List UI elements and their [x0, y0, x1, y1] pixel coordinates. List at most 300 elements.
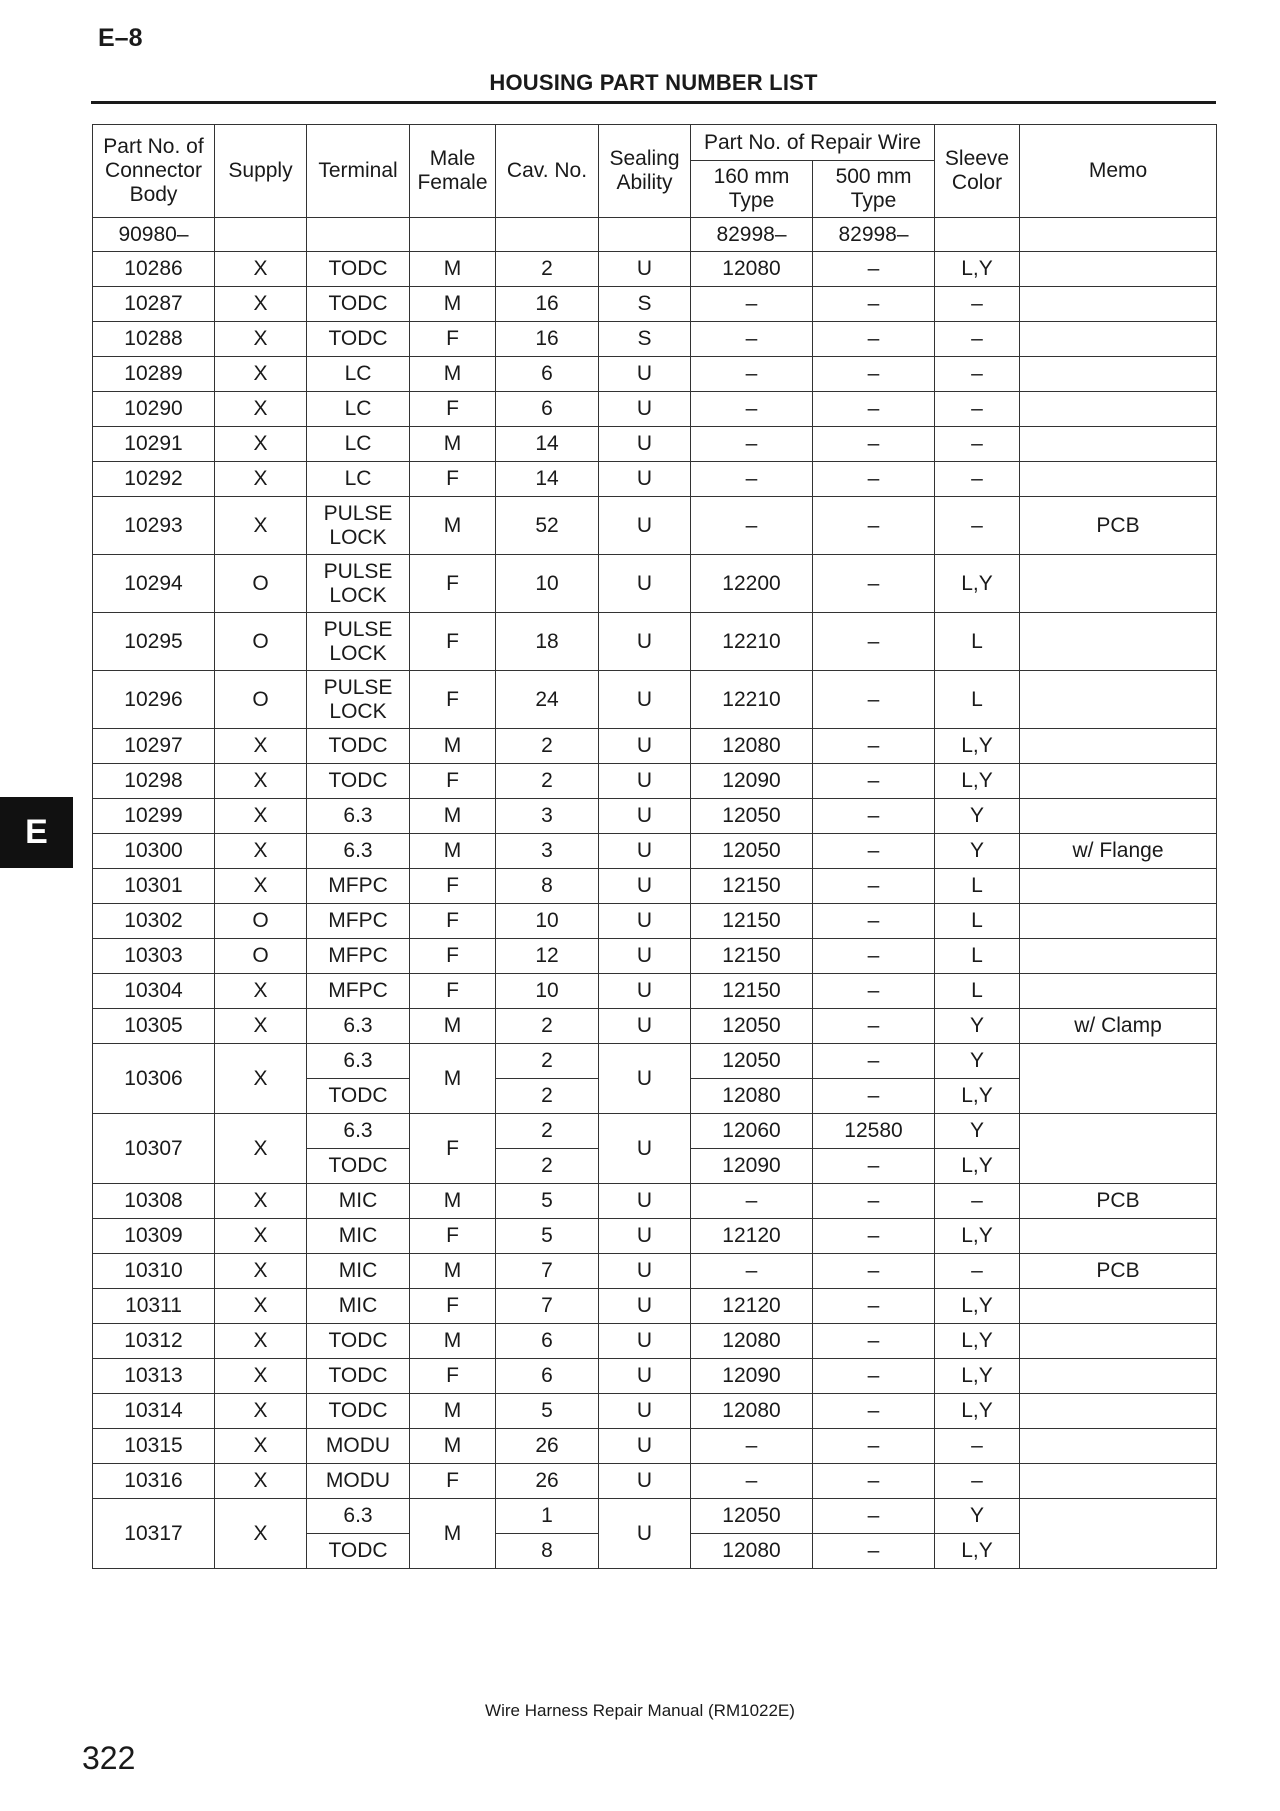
- sealing-cell: U: [599, 1464, 691, 1499]
- supply-cell: X: [215, 1394, 307, 1429]
- sealing-cell: U: [599, 1254, 691, 1289]
- sleeve-cell: –: [935, 427, 1020, 462]
- supply-cell: X: [215, 1009, 307, 1044]
- terminal-cell: MIC: [307, 1254, 410, 1289]
- male-female-cell: F: [410, 322, 496, 357]
- wire-500-cell: –: [813, 427, 935, 462]
- wire-500-cell: –: [813, 1464, 935, 1499]
- part-number: 10288: [93, 322, 215, 357]
- supply-cell: X: [215, 322, 307, 357]
- sleeve-cell: Y: [935, 1044, 1020, 1079]
- supply-cell: X: [215, 357, 307, 392]
- table-row: [93, 287, 1217, 322]
- cav-cell: 5: [496, 1219, 599, 1254]
- table-row: [93, 462, 1217, 497]
- cav-cell: 2: [496, 764, 599, 799]
- supply-cell: X: [215, 1289, 307, 1324]
- part-number: 10304: [93, 974, 215, 1009]
- wire-160-cell: 12120: [691, 1219, 813, 1254]
- table-row: [93, 555, 1217, 613]
- empty-cell: [599, 218, 691, 252]
- table-row: [93, 1289, 1217, 1324]
- table-row: [93, 1219, 1217, 1254]
- memo-cell: [1020, 671, 1217, 729]
- memo-cell: [1020, 1044, 1217, 1114]
- memo-cell: [1020, 555, 1217, 613]
- cav-cell: 16: [496, 287, 599, 322]
- table-row: [93, 1429, 1217, 1464]
- table-row: [93, 1464, 1217, 1499]
- prefix-type_160: 82998–: [691, 218, 813, 252]
- wire-500-cell: –: [813, 1079, 935, 1114]
- terminal-cell: 6.3: [307, 834, 410, 869]
- wire-500-cell: –: [813, 357, 935, 392]
- wire-500-cell: –: [813, 252, 935, 287]
- sleeve-cell: –: [935, 1254, 1020, 1289]
- male-female-cell: F: [410, 1359, 496, 1394]
- table-row: [93, 252, 1217, 287]
- page-number: 322: [82, 1740, 136, 1776]
- sleeve-cell: Y: [935, 1499, 1020, 1534]
- supply-cell: X: [215, 462, 307, 497]
- memo-cell: [1020, 1289, 1217, 1324]
- col-part-no: Part No. of Connector Body: [93, 125, 215, 218]
- cav-cell: 2: [496, 1009, 599, 1044]
- wire-500-cell: –: [813, 1184, 935, 1219]
- supply-cell: X: [215, 1324, 307, 1359]
- memo-cell: [1020, 799, 1217, 834]
- male-female-cell: F: [410, 1114, 496, 1184]
- supply-cell: X: [215, 427, 307, 462]
- part-number: 10297: [93, 729, 215, 764]
- sleeve-cell: Y: [935, 1114, 1020, 1149]
- sleeve-cell: L,Y: [935, 1219, 1020, 1254]
- part-number: 10286: [93, 252, 215, 287]
- wire-160-cell: –: [691, 392, 813, 427]
- wire-160-cell: 12050: [691, 1009, 813, 1044]
- sleeve-cell: L,Y: [935, 1359, 1020, 1394]
- sealing-cell: U: [599, 1499, 691, 1569]
- wire-160-cell: –: [691, 427, 813, 462]
- wire-160-cell: 12050: [691, 799, 813, 834]
- part-number: 10306: [93, 1044, 215, 1114]
- part-number: 10287: [93, 287, 215, 322]
- supply-cell: X: [215, 799, 307, 834]
- terminal-cell: PULSE LOCK: [307, 613, 410, 671]
- sealing-cell: U: [599, 834, 691, 869]
- col-160mm: 160 mm Type: [691, 161, 813, 218]
- male-female-cell: M: [410, 1044, 496, 1114]
- male-female-cell: F: [410, 869, 496, 904]
- wire-160-cell: 12080: [691, 729, 813, 764]
- sealing-cell: U: [599, 904, 691, 939]
- part-number: 10289: [93, 357, 215, 392]
- sleeve-cell: L: [935, 974, 1020, 1009]
- terminal-cell: MIC: [307, 1289, 410, 1324]
- memo-cell: [1020, 939, 1217, 974]
- supply-cell: X: [215, 834, 307, 869]
- supply-cell: O: [215, 904, 307, 939]
- cav-cell: 18: [496, 613, 599, 671]
- memo-cell: [1020, 974, 1217, 1009]
- memo-cell: [1020, 1464, 1217, 1499]
- supply-cell: X: [215, 1184, 307, 1219]
- sleeve-cell: L,Y: [935, 252, 1020, 287]
- sleeve-cell: L,Y: [935, 729, 1020, 764]
- wire-160-cell: 12050: [691, 834, 813, 869]
- part-number: 10302: [93, 904, 215, 939]
- col-supply: Supply: [215, 125, 307, 218]
- part-number: 10305: [93, 1009, 215, 1044]
- sleeve-cell: L,Y: [935, 555, 1020, 613]
- part-number: 10291: [93, 427, 215, 462]
- wire-160-cell: 12150: [691, 974, 813, 1009]
- supply-cell: X: [215, 1114, 307, 1184]
- supply-cell: X: [215, 1219, 307, 1254]
- male-female-cell: M: [410, 834, 496, 869]
- cav-cell: 7: [496, 1254, 599, 1289]
- sealing-cell: U: [599, 729, 691, 764]
- table-row: [93, 1044, 1217, 1079]
- male-female-cell: F: [410, 904, 496, 939]
- page-code: E–8: [98, 24, 143, 52]
- memo-cell: [1020, 1394, 1217, 1429]
- sleeve-cell: –: [935, 357, 1020, 392]
- part-number: 10294: [93, 555, 215, 613]
- sleeve-cell: L: [935, 904, 1020, 939]
- supply-cell: X: [215, 974, 307, 1009]
- prefix-part_no: 90980–: [93, 218, 215, 252]
- sealing-cell: U: [599, 357, 691, 392]
- memo-cell: [1020, 287, 1217, 322]
- terminal-cell: TODC: [307, 764, 410, 799]
- empty-cell: [935, 218, 1020, 252]
- cav-cell: 26: [496, 1429, 599, 1464]
- table-row: [93, 869, 1217, 904]
- cav-cell: 10: [496, 904, 599, 939]
- cav-cell: 52: [496, 497, 599, 555]
- cav-cell: 2: [496, 729, 599, 764]
- wire-500-cell: –: [813, 613, 935, 671]
- empty-cell: [496, 218, 599, 252]
- part-number: 10311: [93, 1289, 215, 1324]
- sleeve-cell: –: [935, 497, 1020, 555]
- wire-160-cell: 12150: [691, 939, 813, 974]
- housing-part-table: [92, 124, 1217, 1569]
- supply-cell: O: [215, 613, 307, 671]
- sleeve-cell: L,Y: [935, 1289, 1020, 1324]
- part-number: 10313: [93, 1359, 215, 1394]
- male-female-cell: M: [410, 1254, 496, 1289]
- sealing-cell: U: [599, 252, 691, 287]
- terminal-cell: TODC: [307, 1534, 410, 1569]
- sealing-cell: U: [599, 869, 691, 904]
- cav-cell: 6: [496, 357, 599, 392]
- memo-cell: [1020, 462, 1217, 497]
- wire-160-cell: 12080: [691, 1324, 813, 1359]
- memo-cell: PCB: [1020, 1184, 1217, 1219]
- wire-160-cell: 12210: [691, 671, 813, 729]
- wire-160-cell: 12150: [691, 869, 813, 904]
- wire-500-cell: –: [813, 1394, 935, 1429]
- sleeve-cell: L,Y: [935, 1149, 1020, 1184]
- sleeve-cell: –: [935, 287, 1020, 322]
- sealing-cell: U: [599, 1044, 691, 1114]
- cav-cell: 2: [496, 1149, 599, 1184]
- male-female-cell: M: [410, 799, 496, 834]
- sleeve-cell: L,Y: [935, 764, 1020, 799]
- sleeve-cell: L,Y: [935, 1079, 1020, 1114]
- sealing-cell: U: [599, 1359, 691, 1394]
- terminal-cell: PULSE LOCK: [307, 555, 410, 613]
- table-row: [93, 427, 1217, 462]
- col-cav-no: Cav. No.: [496, 125, 599, 218]
- wire-500-cell: –: [813, 1149, 935, 1184]
- wire-500-cell: –: [813, 1044, 935, 1079]
- wire-500-cell: –: [813, 1429, 935, 1464]
- memo-cell: [1020, 1429, 1217, 1464]
- cav-cell: 2: [496, 252, 599, 287]
- sealing-cell: S: [599, 322, 691, 357]
- sealing-cell: U: [599, 799, 691, 834]
- sleeve-cell: –: [935, 392, 1020, 427]
- sealing-cell: U: [599, 555, 691, 613]
- wire-160-cell: 12120: [691, 1289, 813, 1324]
- table-row: [93, 939, 1217, 974]
- table-row: [93, 322, 1217, 357]
- terminal-cell: TODC: [307, 1359, 410, 1394]
- wire-500-cell: –: [813, 799, 935, 834]
- cav-cell: 6: [496, 1359, 599, 1394]
- part-number: 10308: [93, 1184, 215, 1219]
- memo-cell: [1020, 357, 1217, 392]
- table-row: [93, 613, 1217, 671]
- col-500mm: 500 mm Type: [813, 161, 935, 218]
- cav-cell: 6: [496, 392, 599, 427]
- supply-cell: X: [215, 869, 307, 904]
- terminal-cell: PULSE LOCK: [307, 671, 410, 729]
- table-row: [93, 904, 1217, 939]
- wire-500-cell: –: [813, 1219, 935, 1254]
- supply-cell: O: [215, 555, 307, 613]
- terminal-cell: LC: [307, 427, 410, 462]
- memo-cell: [1020, 427, 1217, 462]
- col-sleeve: Sleeve Color: [935, 125, 1020, 218]
- table-row: [93, 729, 1217, 764]
- part-number: 10312: [93, 1324, 215, 1359]
- male-female-cell: F: [410, 939, 496, 974]
- title-rule: [91, 101, 1216, 104]
- memo-cell: [1020, 322, 1217, 357]
- supply-cell: X: [215, 1254, 307, 1289]
- sealing-cell: U: [599, 1184, 691, 1219]
- male-female-cell: F: [410, 671, 496, 729]
- wire-500-cell: –: [813, 1254, 935, 1289]
- sleeve-cell: L: [935, 939, 1020, 974]
- memo-cell: [1020, 1499, 1217, 1569]
- cav-cell: 24: [496, 671, 599, 729]
- wire-160-cell: 12200: [691, 555, 813, 613]
- table-row: [93, 1009, 1217, 1044]
- part-number: 10303: [93, 939, 215, 974]
- sealing-cell: U: [599, 613, 691, 671]
- sleeve-cell: –: [935, 322, 1020, 357]
- terminal-cell: MFPC: [307, 939, 410, 974]
- sealing-cell: U: [599, 974, 691, 1009]
- footer-manual: Wire Harness Repair Manual (RM1022E): [485, 1701, 795, 1720]
- cav-cell: 2: [496, 1044, 599, 1079]
- supply-cell: X: [215, 1464, 307, 1499]
- part-number: 10309: [93, 1219, 215, 1254]
- memo-cell: w/ Flange: [1020, 834, 1217, 869]
- table-row: [93, 834, 1217, 869]
- sleeve-cell: –: [935, 1464, 1020, 1499]
- sealing-cell: U: [599, 1324, 691, 1359]
- male-female-cell: M: [410, 1009, 496, 1044]
- part-number: 10299: [93, 799, 215, 834]
- male-female-cell: M: [410, 729, 496, 764]
- wire-160-cell: 12090: [691, 1149, 813, 1184]
- table-row: [93, 1184, 1217, 1219]
- wire-500-cell: –: [813, 287, 935, 322]
- sleeve-cell: –: [935, 1429, 1020, 1464]
- table-row: [93, 357, 1217, 392]
- wire-160-cell: –: [691, 497, 813, 555]
- empty-cell: [307, 218, 410, 252]
- sealing-cell: U: [599, 392, 691, 427]
- part-number: 10316: [93, 1464, 215, 1499]
- male-female-cell: M: [410, 1499, 496, 1569]
- terminal-cell: TODC: [307, 1324, 410, 1359]
- cav-cell: 7: [496, 1289, 599, 1324]
- wire-500-cell: –: [813, 462, 935, 497]
- part-number: 10292: [93, 462, 215, 497]
- male-female-cell: F: [410, 1464, 496, 1499]
- part-number: 10310: [93, 1254, 215, 1289]
- cav-cell: 16: [496, 322, 599, 357]
- wire-160-cell: 12050: [691, 1499, 813, 1534]
- male-female-cell: F: [410, 613, 496, 671]
- wire-500-cell: –: [813, 1359, 935, 1394]
- wire-160-cell: 12050: [691, 1044, 813, 1079]
- table-row: [93, 671, 1217, 729]
- memo-cell: w/ Clamp: [1020, 1009, 1217, 1044]
- terminal-cell: MFPC: [307, 869, 410, 904]
- sleeve-cell: Y: [935, 799, 1020, 834]
- memo-cell: [1020, 252, 1217, 287]
- wire-160-cell: 12210: [691, 613, 813, 671]
- terminal-cell: LC: [307, 357, 410, 392]
- sleeve-cell: L,Y: [935, 1324, 1020, 1359]
- wire-160-cell: –: [691, 1184, 813, 1219]
- male-female-cell: M: [410, 1184, 496, 1219]
- terminal-cell: MFPC: [307, 904, 410, 939]
- prefix-type_500: 82998–: [813, 218, 935, 252]
- memo-cell: [1020, 1324, 1217, 1359]
- cav-cell: 26: [496, 1464, 599, 1499]
- memo-cell: PCB: [1020, 497, 1217, 555]
- sealing-cell: U: [599, 497, 691, 555]
- male-female-cell: F: [410, 974, 496, 1009]
- memo-cell: PCB: [1020, 1254, 1217, 1289]
- supply-cell: X: [215, 764, 307, 799]
- cav-cell: 10: [496, 555, 599, 613]
- male-female-cell: F: [410, 1289, 496, 1324]
- sealing-cell: U: [599, 1394, 691, 1429]
- wire-500-cell: –: [813, 497, 935, 555]
- wire-160-cell: 12080: [691, 1534, 813, 1569]
- male-female-cell: F: [410, 1219, 496, 1254]
- terminal-cell: 6.3: [307, 1114, 410, 1149]
- wire-160-cell: –: [691, 1464, 813, 1499]
- col-terminal: Terminal: [307, 125, 410, 218]
- wire-160-cell: –: [691, 287, 813, 322]
- terminal-cell: PULSE LOCK: [307, 497, 410, 555]
- wire-160-cell: 12090: [691, 1359, 813, 1394]
- terminal-cell: LC: [307, 392, 410, 427]
- memo-cell: [1020, 392, 1217, 427]
- sleeve-cell: –: [935, 1184, 1020, 1219]
- memo-cell: [1020, 764, 1217, 799]
- wire-160-cell: 12080: [691, 1394, 813, 1429]
- wire-500-cell: –: [813, 555, 935, 613]
- terminal-cell: TODC: [307, 1394, 410, 1429]
- male-female-cell: F: [410, 392, 496, 427]
- sealing-cell: U: [599, 1114, 691, 1184]
- cav-cell: 8: [496, 869, 599, 904]
- cav-cell: 2: [496, 1079, 599, 1114]
- cav-cell: 3: [496, 834, 599, 869]
- male-female-cell: M: [410, 1324, 496, 1359]
- sealing-cell: U: [599, 462, 691, 497]
- terminal-cell: 6.3: [307, 1499, 410, 1534]
- cav-cell: 5: [496, 1184, 599, 1219]
- supply-cell: X: [215, 497, 307, 555]
- sleeve-cell: Y: [935, 834, 1020, 869]
- wire-160-cell: –: [691, 1254, 813, 1289]
- empty-cell: [215, 218, 307, 252]
- table-row: [93, 974, 1217, 1009]
- terminal-cell: TODC: [307, 252, 410, 287]
- sealing-cell: U: [599, 939, 691, 974]
- table-row: [93, 799, 1217, 834]
- male-female-cell: M: [410, 427, 496, 462]
- male-female-cell: M: [410, 357, 496, 392]
- cav-cell: 12: [496, 939, 599, 974]
- cav-cell: 10: [496, 974, 599, 1009]
- supply-cell: X: [215, 1359, 307, 1394]
- wire-500-cell: –: [813, 1289, 935, 1324]
- wire-160-cell: –: [691, 462, 813, 497]
- wire-500-cell: –: [813, 671, 935, 729]
- part-number: 10307: [93, 1114, 215, 1184]
- cav-cell: 14: [496, 427, 599, 462]
- memo-cell: [1020, 1359, 1217, 1394]
- terminal-cell: TODC: [307, 1149, 410, 1184]
- male-female-cell: M: [410, 497, 496, 555]
- wire-160-cell: 12060: [691, 1114, 813, 1149]
- empty-cell: [410, 218, 496, 252]
- wire-500-cell: –: [813, 904, 935, 939]
- page-title: HOUSING PART NUMBER LIST: [489, 70, 818, 95]
- wire-500-cell: –: [813, 939, 935, 974]
- col-male-female: Male Female: [410, 125, 496, 218]
- male-female-cell: M: [410, 1394, 496, 1429]
- terminal-cell: LC: [307, 462, 410, 497]
- wire-160-cell: –: [691, 357, 813, 392]
- sleeve-cell: L,Y: [935, 1394, 1020, 1429]
- sleeve-cell: L,Y: [935, 1534, 1020, 1569]
